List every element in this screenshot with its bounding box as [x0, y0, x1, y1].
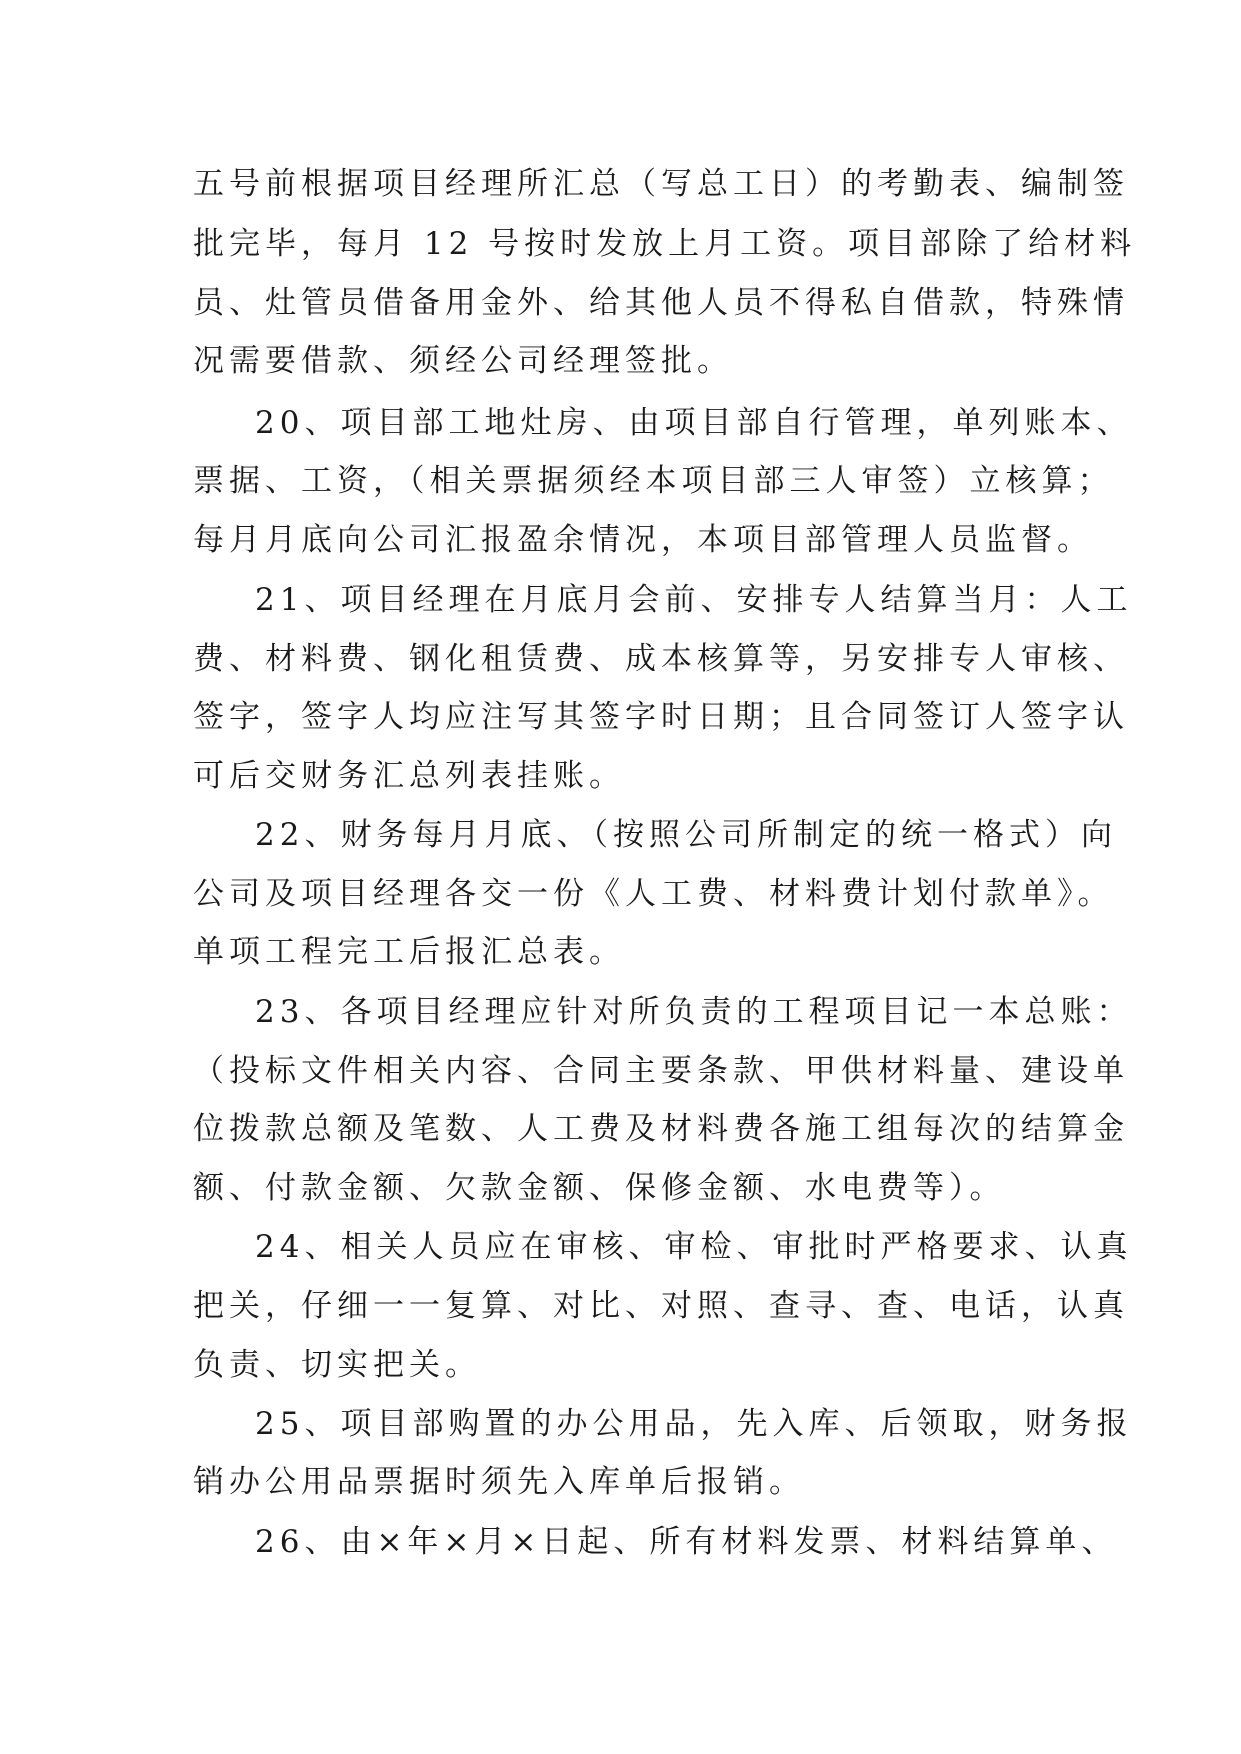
text-line: 额、付款金额、欠款金额、保修金额、水电费等）。	[193, 1170, 1006, 1206]
paragraph-25-start: 25、项目部购置的办公用品，先入库、后领取，财务报	[255, 1406, 1133, 1442]
paragraph-24-start: 24、相关人员应在审核、审检、审批时严格要求、认真	[255, 1229, 1133, 1265]
text-line: 把关，仔细一一复算、对比、对照、查寻、查、电话，认真	[193, 1288, 1129, 1324]
paragraph-20-start: 20、项目部工地灶房、由项目部自行管理，单列账本、	[255, 405, 1133, 441]
paragraph-23-start: 23、各项目经理应针对所负责的工程项目记一本总账：	[255, 994, 1133, 1030]
text-line: 销办公用品票据时须先入库单后报销。	[193, 1464, 805, 1500]
text-line: 每月月底向公司汇报盈余情况，本项目部管理人员监督。	[193, 522, 1093, 558]
text-line: 可后交财务汇总列表挂账。	[193, 758, 625, 794]
text-line: 位拨款总额及笔数、人工费及材料费各施工组每次的结算金	[193, 1111, 1129, 1147]
text-line: 公司及项目经理各交一份《人工费、材料费计划付款单》。	[193, 876, 1114, 912]
paragraph-26-start: 26、由×年×月×日起、所有材料发票、材料结算单、	[255, 1524, 1118, 1560]
text-line: 票据、工资，（相关票据须经本项目部三人审签）立核算；	[193, 463, 1114, 499]
text-line: 批完毕，每月 12 号按时发放上月工资。项目部除了给材料	[193, 226, 1137, 262]
text-line: 况需要借款、须经公司经理签批。	[193, 343, 733, 379]
text-line: 员、灶管员借备用金外、给其他人员不得私自借款，特殊情	[193, 285, 1129, 321]
text-line: 单项工程完工后报汇总表。	[193, 934, 625, 970]
text-line: 负责、切实把关。	[193, 1347, 481, 1383]
text-line: 五号前根据项目经理所汇总（写总工日）的考勤表、编制签	[193, 166, 1129, 202]
text-line: （投标文件相关内容、合同主要条款、甲供材料量、建设单	[193, 1053, 1129, 1089]
text-line: 签字，签字人均应注写其签字时日期；且合同签订人签字认	[193, 699, 1129, 735]
paragraph-21-start: 21、项目经理在月底月会前、安排专人结算当月：人工	[255, 582, 1133, 618]
paragraph-22-start: 22、财务每月月底、（按照公司所制定的统一格式）向	[255, 817, 1117, 853]
text-line: 费、材料费、钢化租赁费、成本核算等，另安排专人审核、	[193, 641, 1129, 677]
